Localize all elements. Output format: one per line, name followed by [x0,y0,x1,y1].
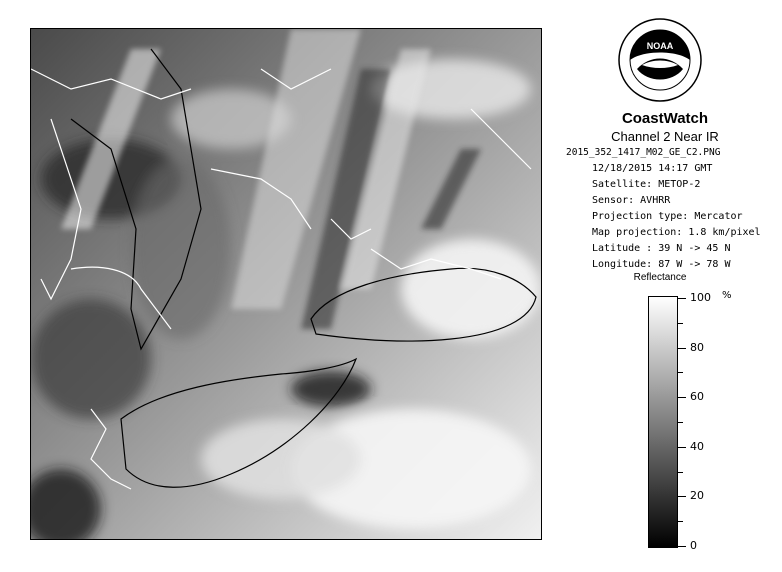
satellite-image-render [31,29,541,539]
colorbar-minor-tick [678,472,683,473]
colorbar-tick [678,298,686,299]
colorbar-tick [678,447,686,448]
reflectance-colorbar [648,296,678,548]
datetime-label: 12/18/2015 14:17 GMT [592,163,713,174]
colorbar-minor-tick [678,323,683,324]
map-projection-label: Map projection: 1.8 km/pixel [592,227,761,238]
colorbar-tick-label: 20 [690,489,704,503]
satellite-label: Satellite: METOP-2 [592,179,701,190]
colorbar-tick-label: 60 [690,390,704,404]
app-title: CoastWatch [621,110,709,127]
latitude-label: Latitude : 39 N -> 45 N [592,243,731,254]
colorbar-tick [678,348,686,349]
colorbar-minor-tick [678,521,683,522]
reflectance-label: Reflectance [633,272,687,283]
svg-text:NOAA: NOAA [646,41,674,51]
colorbar-tick [678,546,686,547]
satellite-image [30,28,542,540]
colorbar-tick [678,397,686,398]
channel-label: Channel 2 Near IR [611,129,719,144]
colorbar-tick-label: 0 [690,539,697,552]
noaa-logo-icon [617,17,703,103]
colorbar-tick-label: 100 [690,291,711,304]
colorbar-tick [678,496,686,497]
filename-label: 2015_352_1417_M02_GE_C2.PNG [566,147,721,158]
colorbar-minor-tick [678,372,683,373]
sensor-label: Sensor: AVHRR [592,195,671,206]
longitude-label: Longitude: 87 W -> 78 W [592,259,731,270]
colorbar-tick-label: 80 [690,340,704,354]
projection-type-label: Projection type: Mercator [592,211,743,222]
unit-label: % [722,290,732,301]
colorbar-minor-tick [678,422,683,423]
colorbar-tick-label: 40 [690,439,704,453]
